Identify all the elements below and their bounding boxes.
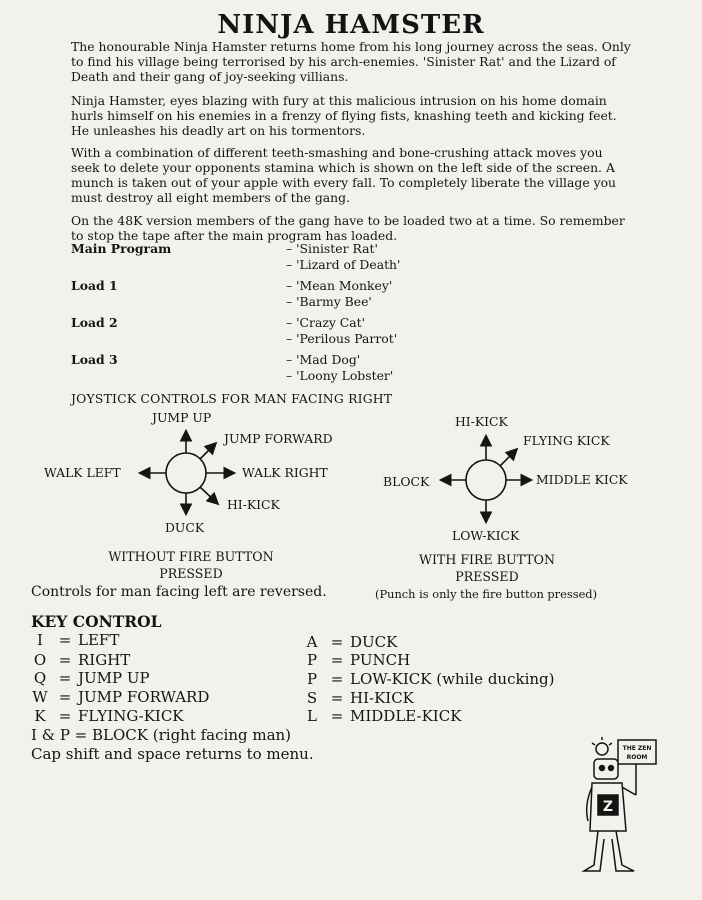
key-row [28, 707, 184, 725]
equals-sign: = [58, 707, 72, 725]
key-letter: P [306, 670, 318, 688]
key-letter: I [37, 631, 43, 649]
key-row [28, 688, 209, 706]
reversed-controls-note: Controls for man facing left are reversed. [31, 584, 327, 600]
key-row [300, 689, 414, 707]
joystick-fire-left-label: BLOCK [383, 474, 430, 489]
load-name: Main Program [71, 241, 172, 256]
key-action: DUCK [350, 633, 398, 651]
gang-member: – 'Barmy Bee' [286, 294, 372, 309]
equals-sign: = [330, 689, 344, 707]
key-action: HI-KICK [350, 689, 414, 707]
load-name: Load 1 [71, 278, 118, 293]
gang-member: – 'Loony Lobster' [286, 368, 394, 383]
equals-sign: = [330, 633, 344, 651]
key-action: LOW-KICK (while ducking) [350, 670, 555, 688]
caption-line: PRESSED [455, 569, 519, 584]
diagram-caption-without-fire [96, 548, 286, 582]
key-letter: P [306, 651, 318, 669]
gameplay-paragraph: With a combination of different teeth-smashing and bone-crushing attack moves you seek to delete your opponents stamina which is shown on the left side of the screen. A munch is taken out of your apple with every fall. To completely liberate the village you must destroy all eight members of the gang. [71, 145, 617, 205]
diagram-caption-with-fire [412, 551, 562, 585]
arrow-up-right [200, 444, 215, 459]
equals-sign: = [58, 631, 72, 649]
zen-room-mascot-illustration [580, 735, 675, 885]
arrow-down-right [200, 487, 217, 503]
joystick-fire-up-right-label: FLYING KICK [523, 433, 610, 448]
equals-sign: = [58, 688, 72, 706]
story-paragraph: Ninja Hamster, eyes blazing with fury at this malicious intrusion on his home domain hurls himself on his enemies in a frenzy of flying fists, knashing teeth and kicking feet. He unleashes his deadly art on his tormentors. [71, 93, 617, 138]
key-letter: Q [33, 669, 47, 687]
key-letter: A [306, 633, 318, 651]
block-key-line: I & P = BLOCK (right facing man) [31, 726, 292, 744]
key-action: LEFT [78, 631, 120, 649]
key-action: MIDDLE-KICK [350, 707, 462, 725]
key-letter: L [307, 707, 317, 725]
badge-letter: Z [602, 799, 614, 815]
joystick-diagram-with-fire [442, 437, 530, 521]
key-row [28, 651, 130, 669]
equals-sign: = [330, 651, 344, 669]
key-row [300, 633, 397, 651]
load-name: Load 3 [71, 352, 118, 367]
key-row [28, 669, 150, 687]
gang-member: – 'Mean Monkey' [286, 278, 393, 293]
key-row [28, 631, 119, 649]
joystick-left-label: WALK LEFT [44, 465, 121, 480]
joystick-fire-up-label: HI-KICK [455, 414, 508, 429]
key-letter: S [306, 689, 318, 707]
joystick-fire-down-label: LOW-KICK [452, 528, 520, 543]
joystick-diagram-without-fire [141, 432, 233, 513]
joystick-up-right-label: JUMP FORWARD [224, 431, 333, 446]
key-action: JUMP UP [78, 669, 150, 687]
lightbulb-icon [596, 743, 608, 755]
caption-line: WITHOUT FIRE BUTTON [108, 549, 274, 564]
key-action: PUNCH [350, 651, 411, 669]
loading-paragraph: On the 48K version members of the gang have to be loaded two at a time. So remember to stop the tape after the main program has loaded. [71, 213, 625, 243]
gang-member: – 'Sinister Rat' [286, 241, 378, 256]
sign-text: THE ZEN [622, 745, 652, 752]
key-action: FLYING-KICK [78, 707, 184, 725]
joystick-heading: JOYSTICK CONTROLS FOR MAN FACING RIGHT [71, 391, 393, 406]
key-control-heading: KEY CONTROL [31, 612, 162, 631]
equals-sign: = [330, 670, 344, 688]
gang-member: – 'Perilous Parrot' [286, 331, 398, 346]
equals-sign: = [330, 707, 344, 725]
page-title: NINJA HAMSTER [217, 10, 485, 40]
robot-head [594, 759, 618, 779]
joystick-down-label: DUCK [165, 520, 205, 535]
sign-text: ROOM [626, 754, 648, 761]
caption-line: WITH FIRE BUTTON [419, 552, 555, 567]
caption-line: PRESSED [159, 566, 223, 581]
key-action: RIGHT [78, 651, 131, 669]
key-row [300, 651, 410, 669]
key-letter: O [33, 651, 47, 669]
joystick-right-label: WALK RIGHT [242, 465, 328, 480]
intro-paragraph: The honourable Ninja Hamster returns home from his long journey across the seas. Only to find his village being terrorised by his arch-enemies. 'Sinister Rat' and the Lizard of Death and their gang of joy-seeking villians. [71, 39, 631, 84]
key-letter: K [34, 707, 46, 725]
arrow-up-right [500, 450, 516, 466]
equals-sign: = [58, 651, 72, 669]
joystick-down-right-label: HI-KICK [227, 497, 280, 512]
joystick-fire-right-label: MIDDLE KICK [536, 472, 628, 487]
key-action: JUMP FORWARD [78, 688, 210, 706]
key-row [300, 707, 461, 725]
gang-member: – 'Lizard of Death' [286, 257, 401, 272]
gang-member: – 'Mad Dog' [286, 352, 361, 367]
key-row [300, 670, 555, 688]
gang-member: – 'Crazy Cat' [286, 315, 366, 330]
key-letter: W [32, 688, 48, 706]
equals-sign: = [58, 669, 72, 687]
menu-key-line: Cap shift and space returns to menu. [31, 745, 314, 763]
punch-note: (Punch is only the fire button pressed) [375, 587, 598, 601]
joystick-up-label: JUMP UP [152, 410, 212, 425]
load-name: Load 2 [71, 315, 118, 330]
